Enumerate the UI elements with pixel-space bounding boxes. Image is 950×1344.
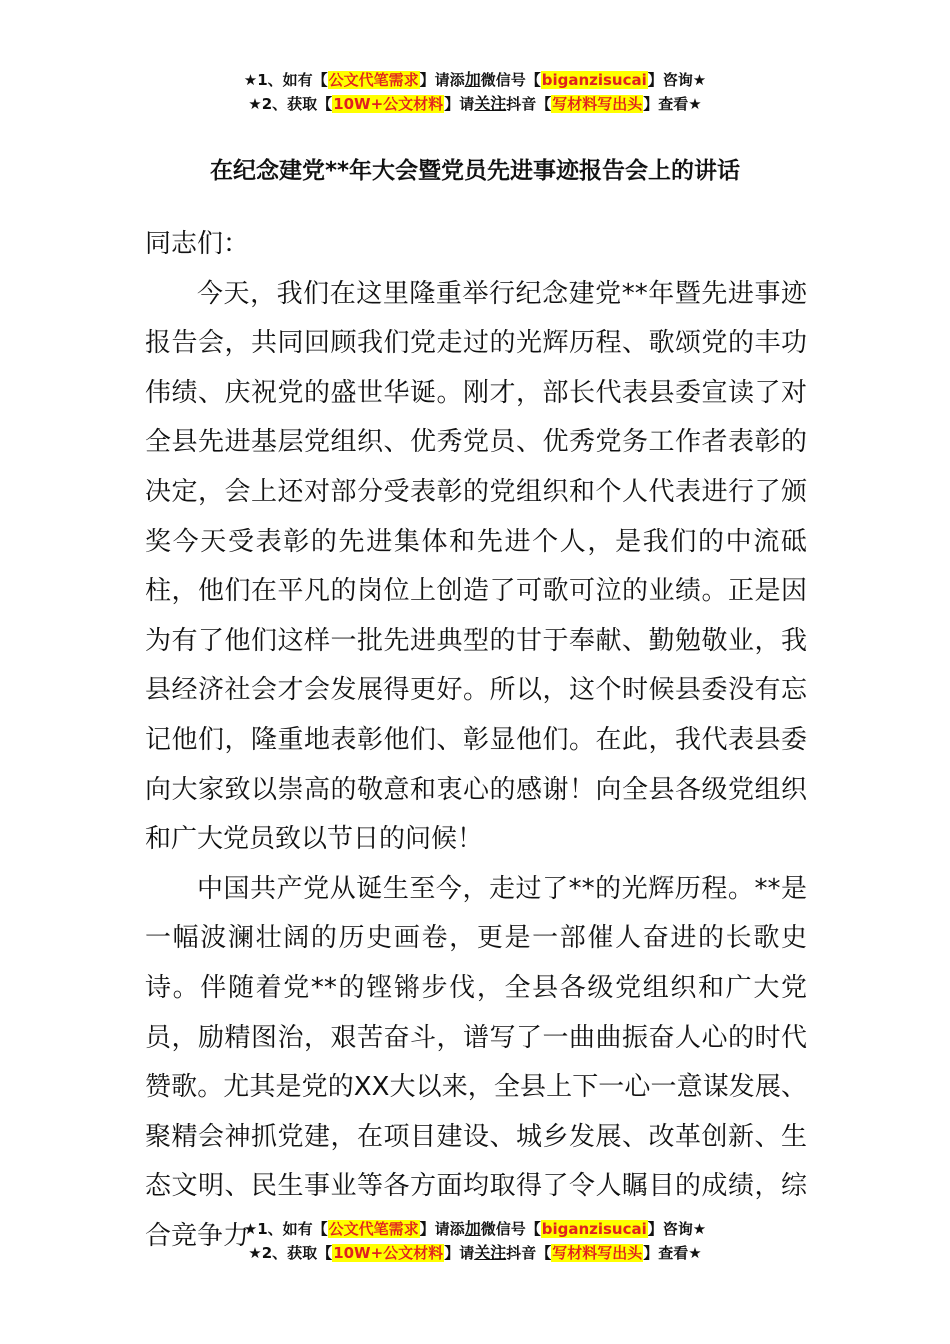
banner-text: 】请添 [419, 71, 465, 89]
banner-emphasis: 关注 [474, 1243, 507, 1262]
banner-highlight: 写材料写出头 [552, 95, 643, 113]
banner-text: 】请 [444, 1244, 475, 1262]
banner-line-1 [0, 68, 950, 92]
paragraph: 今天，我们在这里隆重举行纪念建党**年暨先进事迹报告会，共同回顾我们党走过的光辉历程、歌颂党的丰功伟绩、庆祝党的盛世华诞。刚才，部长代表县委宣读了对全县先进基层党组织、优秀党员、优秀党务工作者表彰的决定，会上还对部分受表彰的党组织和个人代表进行了颁奖今天受表彰的先进集体和先进个人，是我们的中流砥柱，他们在平凡的岗位上创造了可歌可泣的业绩。正是因为有了他们这样一批先进典型的甘于奉献、勤勉敬业，我县经济社会才会发展得更好。所以，这个时候县委没有忘记他们，隆重地表彰他们、彰显他们。在此，我代表县委向大家致以崇高的敬意和衷心的感谢！向全县各级党组织和广大党员致以节日的问候！ [145, 278, 807, 855]
paragraph: 中国共产党从诞生至今，走过了**的光辉历程。**是一幅波澜壮阔的历史画卷，更是一部催人奋进的长歌史诗。伴随着党**的铿锵步伐，全县各级党组织和广大党员，励精图治，艰苦奋斗，谱写了一曲曲振奋人心的时代赞歌。尤其是党的XX大以来，全县上下一心一意谋发展、聚精会神抓党建，在项目建设、城乡发展、改革创新、生态文明、民生事业等各方面均取得了令人瞩目的成绩，综合竞争力 [145, 873, 807, 1251]
document-title: 在纪念建党**年大会暨党员先进事迹报告会上的讲话 [209, 158, 741, 184]
banner-highlight: 10W+公文材料 [333, 95, 444, 113]
banner-text: 】请添 [419, 1220, 465, 1238]
banner-text: 微信号【 [480, 1220, 541, 1238]
banner-text: ★2、获取【 [248, 1244, 333, 1262]
banner-highlight: 公文代笔需求 [328, 1220, 419, 1238]
header-banner [0, 68, 950, 116]
banner-text: ★1、如有【 [243, 1220, 328, 1238]
banner-line-2 [0, 1241, 950, 1265]
banner-emphasis: 加 [464, 1219, 481, 1238]
banner-highlight: 10W+公文材料 [333, 1244, 444, 1262]
banner-line-1 [0, 1217, 950, 1241]
banner-text: 】查看★ [643, 95, 702, 113]
banner-line-2 [0, 92, 950, 116]
banner-text: ★2、获取【 [248, 95, 333, 113]
banner-highlight: 写材料写出头 [552, 1244, 643, 1262]
banner-highlight: 公文代笔需求 [328, 71, 419, 89]
banner-text: 微信号【 [480, 71, 541, 89]
document-body [145, 220, 807, 1261]
banner-text: 】请 [444, 95, 475, 113]
banner-text: 抖音【 [506, 1244, 552, 1262]
banner-highlight: biganzisucai [541, 71, 647, 89]
banner-text: 】咨询★ [647, 71, 707, 89]
banner-emphasis: 关注 [474, 94, 507, 113]
banner-text: 】咨询★ [647, 1220, 707, 1238]
banner-text: 】查看★ [643, 1244, 702, 1262]
banner-text: ★1、如有【 [243, 71, 328, 89]
salutation: 同志们： [145, 229, 250, 259]
banner-emphasis: 加 [464, 70, 481, 89]
footer-banner [0, 1217, 950, 1265]
banner-text: 抖音【 [506, 95, 552, 113]
banner-highlight: biganzisucai [541, 1220, 647, 1238]
